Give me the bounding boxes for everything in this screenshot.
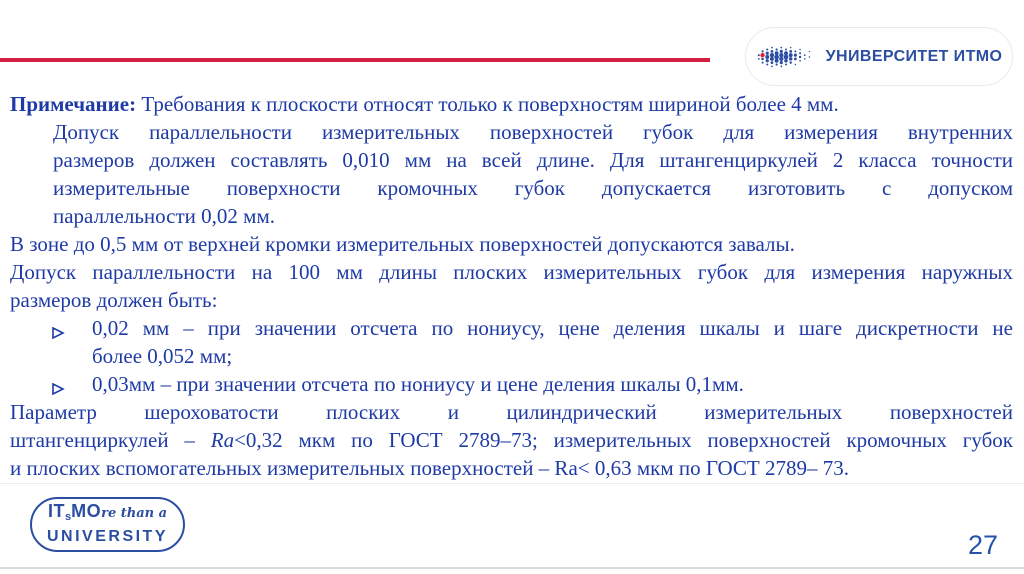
red-dot	[760, 52, 764, 56]
text-line: параллельности 0,02 мм.	[53, 204, 275, 228]
text-line: 0,02 мм – при значении отсчета по нониусу, цене деления шкалы и шаге дискретности не	[92, 316, 1013, 340]
header-accent-line	[0, 58, 710, 62]
tolerance-paragraph	[10, 258, 1013, 314]
roughness-pre: штангенциркулей –	[10, 428, 211, 452]
text-line: и плоских вспомогательных измерительных поверхностей – Ra< 0,63 мкм по ГОСТ 2789– 73.	[10, 456, 849, 480]
bullet-item	[10, 314, 1013, 370]
text-line: размеров должен быть:	[10, 288, 218, 312]
note-label: Примечание:	[10, 92, 137, 116]
text-line: более 0,052 мм;	[92, 344, 233, 368]
arrowhead-bullet-icon	[50, 320, 66, 336]
footer-divider-line	[0, 483, 1024, 484]
text-line	[10, 426, 1013, 454]
note-text: Требования к плоскости относят только к поверхностям шириной более 4 мм.	[136, 92, 839, 116]
itmo-university-logo	[30, 497, 185, 552]
indent-paragraph	[53, 118, 1013, 230]
text-line: Допуск параллельности на 100 мм длины плоских измерительных губок для измерения наружных	[10, 260, 1013, 284]
itmo-header-badge	[745, 27, 1013, 86]
note-line	[10, 90, 1013, 118]
ra-symbol: Ra	[210, 428, 235, 452]
bullet-list	[10, 314, 1013, 398]
university-name-label: УНИВЕРСИТЕТ ИТМО	[825, 47, 1003, 65]
logo-script-text: re than a	[101, 506, 168, 521]
roughness-post: <0,32 мкм по ГОСТ 2789–73; измерительных поверхностей кромочных губок	[234, 428, 1013, 452]
logo-mo: MO	[71, 501, 102, 521]
logo-university-text: UNIVERSITY	[46, 528, 168, 545]
text-line: измерительные поверхности кромочных губок допускается изготовить с допуском	[53, 176, 1013, 200]
bottom-edge-line	[0, 567, 1024, 569]
logo-slogan-line	[48, 502, 167, 527]
zone-paragraph: В зоне до 0,5 мм от верхней кромки измерительных поверхностей допускаются завалы.	[10, 232, 795, 256]
text-line: Параметр шероховатости плоских и цилиндрический измерительных поверхностей	[10, 400, 1013, 424]
itmo-dots-logo-icon	[756, 44, 816, 70]
text-line: Допуск параллельности измерительных поверхностей губок для измерения внутренних	[53, 120, 1013, 144]
bullet-item	[10, 370, 1013, 398]
slide-text-content	[10, 90, 1013, 482]
arrowhead-bullet-icon	[50, 376, 66, 392]
text-line: 0,03мм – при значении отсчета по нониусу и цене деления шкалы 0,1мм.	[92, 372, 744, 396]
text-line: размеров должен составлять 0,010 мм на всей длине. Для штангенциркулей 2 класса точности	[53, 148, 1013, 172]
page-number: 27	[967, 530, 998, 560]
roughness-paragraph	[10, 398, 1013, 482]
logo-s: s	[64, 511, 72, 523]
logo-it: IT	[47, 501, 65, 521]
